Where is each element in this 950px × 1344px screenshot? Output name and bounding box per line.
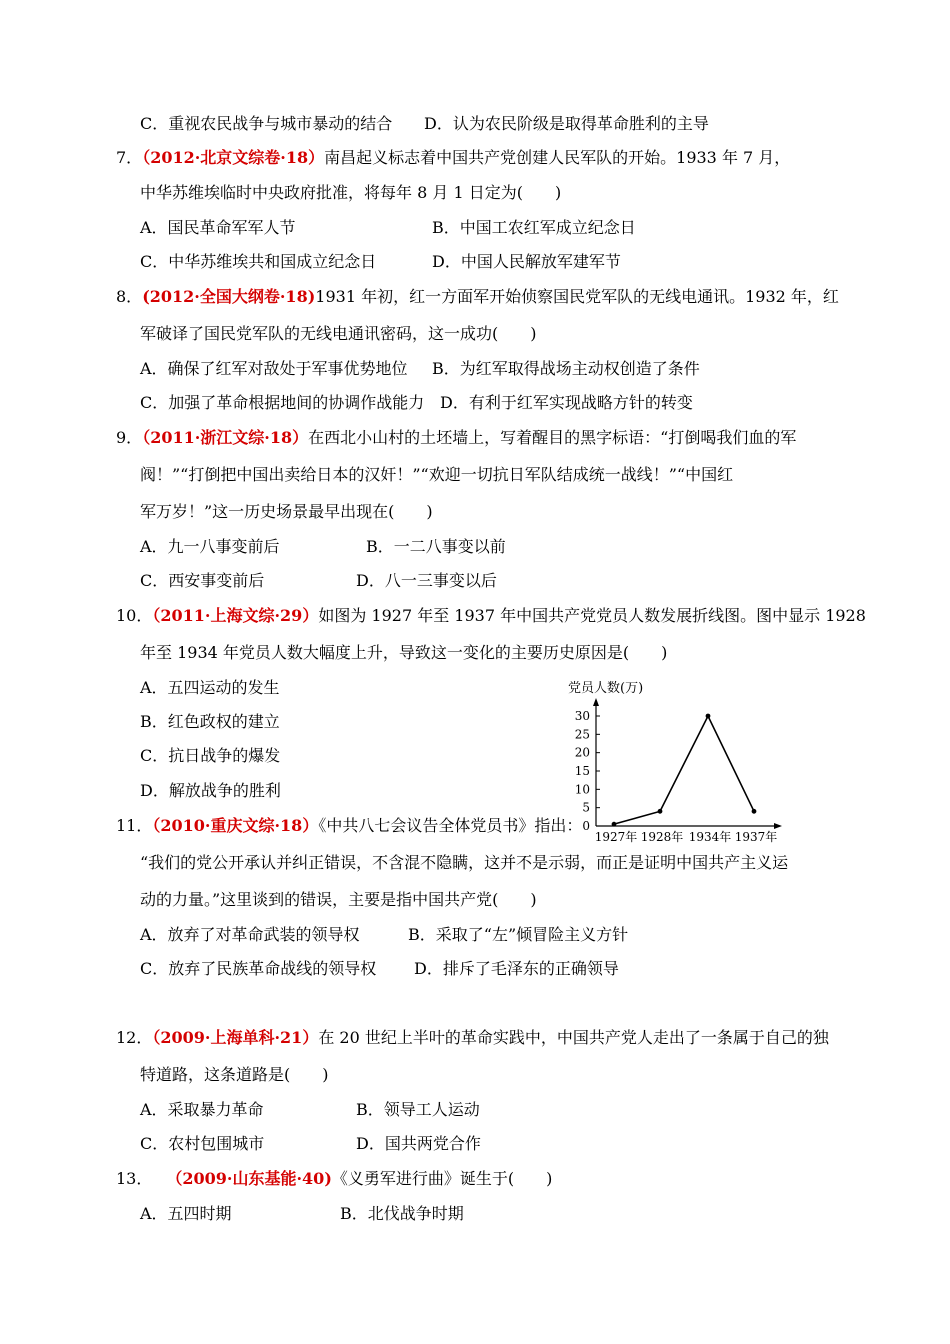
question-number: 7． xyxy=(116,148,143,167)
q9-option-d: D．八一三事变以后 xyxy=(356,571,497,590)
q7-option-b: B．中国工农红军成立纪念日 xyxy=(432,218,636,237)
data-point xyxy=(612,822,617,827)
q10-stem xyxy=(116,605,866,627)
y-tick-label: 15 xyxy=(574,764,590,778)
question-text: 南昌起义标志着中国共产党创建人民军队的开始。1933 年 7 月， xyxy=(324,148,791,167)
q13-option-a: A．五四时期 xyxy=(140,1204,232,1223)
question-source: （2011·浙江文综·18） xyxy=(142,428,309,447)
data-point xyxy=(752,809,757,814)
x-tick-label: 1934年 xyxy=(688,830,732,844)
question-number: 9． xyxy=(116,428,143,447)
x-tick-label: 1937年 xyxy=(734,830,778,844)
q12-option-a: A．采取暴力革命 xyxy=(140,1100,264,1119)
q12-option-b: B．领导工人运动 xyxy=(356,1100,480,1119)
q9-option-c: C．西安事变前后 xyxy=(140,571,265,590)
y-tick-label: 25 xyxy=(574,727,590,742)
q10-option-d: D．解放战争的胜利 xyxy=(140,781,281,800)
q9-stem xyxy=(116,427,796,449)
q9-stem-line3: 军万岁！”这一历史场景最早出现在( ) xyxy=(140,502,433,521)
q13-stem xyxy=(116,1168,552,1190)
q13-option-b: B．北伐战争时期 xyxy=(340,1204,464,1223)
question-number: 13． xyxy=(116,1169,153,1188)
q6-option-c: C．重视农民战争与城市暴动的结合 xyxy=(140,114,393,133)
q10-stem-line2: 年至 1934 年党员人数大幅度上升，导致这一变化的主要历史原因是( ) xyxy=(140,643,668,662)
q10-option-a: A．五四运动的发生 xyxy=(140,678,280,697)
question-number: 10． xyxy=(116,606,153,625)
question-text: 《中共八七会议告全体党员书》指出： xyxy=(318,816,583,835)
question-text: 1931 年初，红一方面军开始侦察国民党军队的无线电通讯。1932 年，红 xyxy=(315,287,839,306)
question-text: 在 20 世纪上半叶的革命实践中，中国共产党人走出了一条属于自己的独 xyxy=(318,1028,829,1047)
q11-option-c: C．放弃了民族革命战线的领导权 xyxy=(140,959,377,978)
q11-option-d: D．排斥了毛泽东的正确领导 xyxy=(414,959,619,978)
q11-option-a: A．放弃了对革命武装的领导权 xyxy=(140,925,360,944)
question-source: （2011·上海文综·29） xyxy=(152,606,319,625)
q8-option-b: B．为红军取得战场主动权创造了条件 xyxy=(432,359,700,378)
q12-option-c: C．农村包围城市 xyxy=(140,1134,265,1153)
party-membership-line-chart xyxy=(562,676,788,846)
q7-option-c: C．中华苏维埃共和国成立纪念日 xyxy=(140,252,377,271)
question-source: （2012·北京文综卷·18） xyxy=(142,148,325,167)
q12-stem-line2: 特道路，这条道路是( ) xyxy=(140,1065,329,1084)
q9-option-a: A．九一八事变前后 xyxy=(140,537,280,556)
q8-option-c: C．加强了革命根据地间的协调作战能力 xyxy=(140,393,425,412)
q8-option-d: D．有利于红军实现战略方针的转变 xyxy=(440,393,693,412)
question-number: 12． xyxy=(116,1028,153,1047)
x-axis-arrow xyxy=(774,823,782,829)
q7-stem-line2: 中华苏维埃临时中央政府批准，将每年 8 月 1 日定为( ) xyxy=(140,183,562,202)
y-tick-label: 20 xyxy=(574,745,590,760)
y-tick-label: 30 xyxy=(574,709,590,723)
q7-stem xyxy=(116,147,790,169)
question-source: （2009·山东基能·40) xyxy=(166,1169,332,1188)
question-source: （2009·上海单科·21） xyxy=(152,1028,319,1047)
y-axis-arrow xyxy=(593,698,599,706)
q6-option-d: D．认为农民阶级是取得革命胜利的主导 xyxy=(424,114,709,133)
question-source: (2012·全国大纲卷·18) xyxy=(142,287,316,306)
x-tick-label: 1928年 xyxy=(640,830,684,844)
question-text: 《义勇军进行曲》诞生于( ) xyxy=(331,1169,553,1188)
q11-option-b: B．采取了“左”倾冒险主义方针 xyxy=(408,925,629,944)
q11-stem xyxy=(116,815,582,837)
question-number: 11． xyxy=(116,816,153,835)
series-line xyxy=(614,716,754,824)
q10-option-c: C．抗日战争的爆发 xyxy=(140,746,281,765)
q8-option-a: A．确保了红军对敌处于军事优势地位 xyxy=(140,359,408,378)
q11-stem-line2: “我们的党公开承认并纠正错误，不含混不隐瞒，这并不是示弱，而正是证明中国共产主义运 xyxy=(140,853,789,872)
q9-option-b: B．一二八事变以前 xyxy=(366,537,506,556)
q12-option-d: D．国共两党合作 xyxy=(356,1134,481,1153)
q8-stem-line2: 军破译了国民党军队的无线电通讯密码，这一成功( ) xyxy=(140,324,537,343)
data-point xyxy=(658,809,663,814)
q7-option-d: D．中国人民解放军建军节 xyxy=(432,252,621,271)
question-source: （2010·重庆文综·18） xyxy=(152,816,319,835)
chart-title: 党员人数(万) xyxy=(568,681,644,696)
q12-stem xyxy=(116,1027,829,1049)
q9-stem-line2: 阀！”“打倒把中国出卖给日本的汉奸！”“欢迎一切抗日军队结成统一战线！”“中国红 xyxy=(140,465,734,484)
q7-option-a: A．国民革命军军人节 xyxy=(140,218,296,237)
x-tick-label: 1927年 xyxy=(594,830,638,844)
q11-stem-line3: 动的力量。”这里谈到的错误，主要是指中国共产党( ) xyxy=(140,890,537,909)
question-number: 8． xyxy=(116,287,143,306)
y-tick-label: 0 xyxy=(582,819,590,833)
question-text: 在西北小山村的土坯墙上，写着醒目的黑字标语：“打倒喝我们血的军 xyxy=(308,428,797,447)
data-point xyxy=(706,714,711,719)
q10-option-b: B．红色政权的建立 xyxy=(140,712,280,731)
y-tick-label: 5 xyxy=(582,800,590,815)
question-text: 如图为 1927 年至 1937 年中国共产党党员人数发展折线图。图中显示 1928 xyxy=(318,606,866,625)
q8-stem xyxy=(116,286,839,308)
y-tick-label: 10 xyxy=(574,782,590,797)
